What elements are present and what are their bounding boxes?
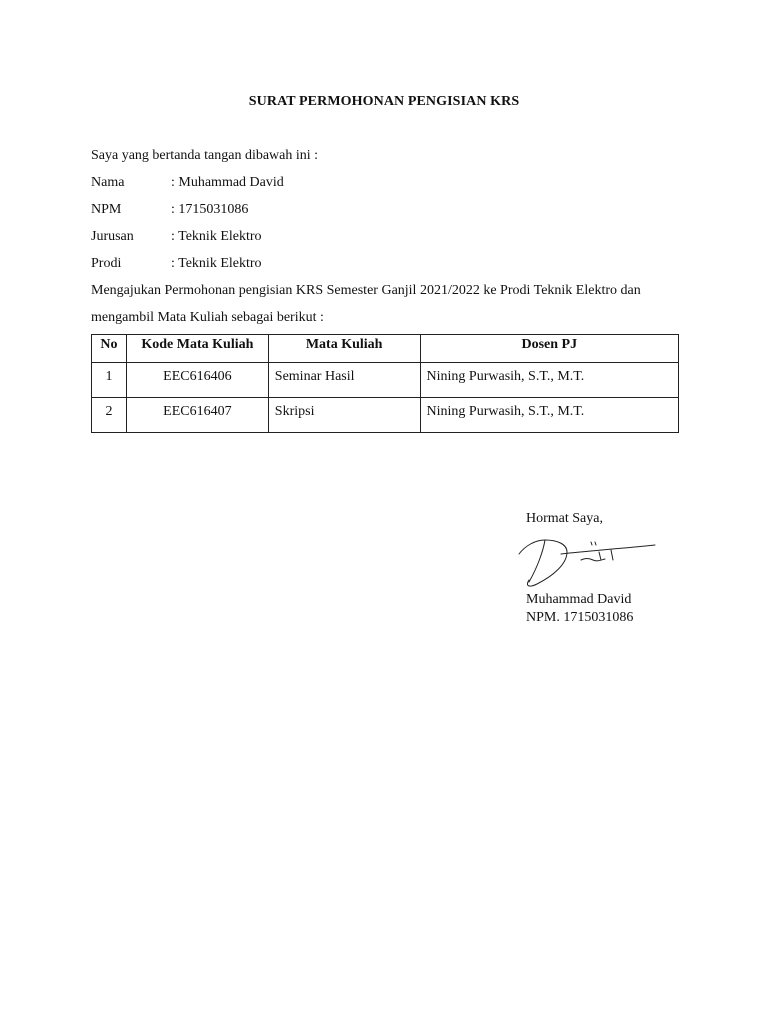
field-label: Jurusan — [91, 229, 134, 244]
header-mata-kuliah: Mata Kuliah — [268, 335, 420, 363]
field-label: Nama — [91, 175, 125, 190]
field-label: Prodi — [91, 256, 122, 271]
cell-no: 1 — [92, 363, 127, 398]
field-value: : 1715031086 — [171, 202, 249, 217]
signature-image — [515, 530, 660, 590]
header-no: No — [92, 335, 127, 363]
cell-no: 2 — [92, 398, 127, 433]
field-label: NPM — [91, 202, 122, 217]
letter-title: SURAT PERMOHONAN PENGISIAN KRS — [248, 94, 520, 109]
cell-dosen: Nining Purwasih, S.T., M.T. — [420, 363, 678, 398]
header-dosen: Dosen PJ — [420, 335, 678, 363]
header-kode: Kode Mata Kuliah — [126, 335, 268, 363]
course-table — [91, 334, 679, 433]
field-value: : Teknik Elektro — [171, 229, 262, 244]
intro-text: Saya yang bertanda tangan dibawah ini : — [91, 148, 319, 163]
field-prodi — [91, 255, 262, 273]
signer-npm: NPM. 1715031086 — [526, 610, 634, 625]
cell-kode: EEC616406 — [126, 363, 268, 398]
field-npm — [91, 201, 248, 219]
cell-mata-kuliah: Seminar Hasil — [268, 363, 420, 398]
table-row — [92, 398, 679, 433]
cell-kode: EEC616407 — [126, 398, 268, 433]
cell-mata-kuliah: Skripsi — [268, 398, 420, 433]
table-row — [92, 363, 679, 398]
field-value: : Teknik Elektro — [171, 256, 262, 271]
field-jurusan — [91, 228, 262, 246]
field-value: : Muhammad David — [171, 175, 284, 190]
cell-dosen: Nining Purwasih, S.T., M.T. — [420, 398, 678, 433]
request-text-line2: mengambil Mata Kuliah sebagai berikut : — [91, 310, 324, 325]
signer-name: Muhammad David — [526, 592, 632, 607]
table-header-row — [92, 335, 679, 363]
request-text-line1: Mengajukan Permohonan pengisian KRS Semester Ganjil 2021/2022 ke Prodi Teknik Elektro dan — [91, 283, 641, 298]
field-nama — [91, 174, 284, 192]
closing-greeting: Hormat Saya, — [526, 511, 603, 526]
